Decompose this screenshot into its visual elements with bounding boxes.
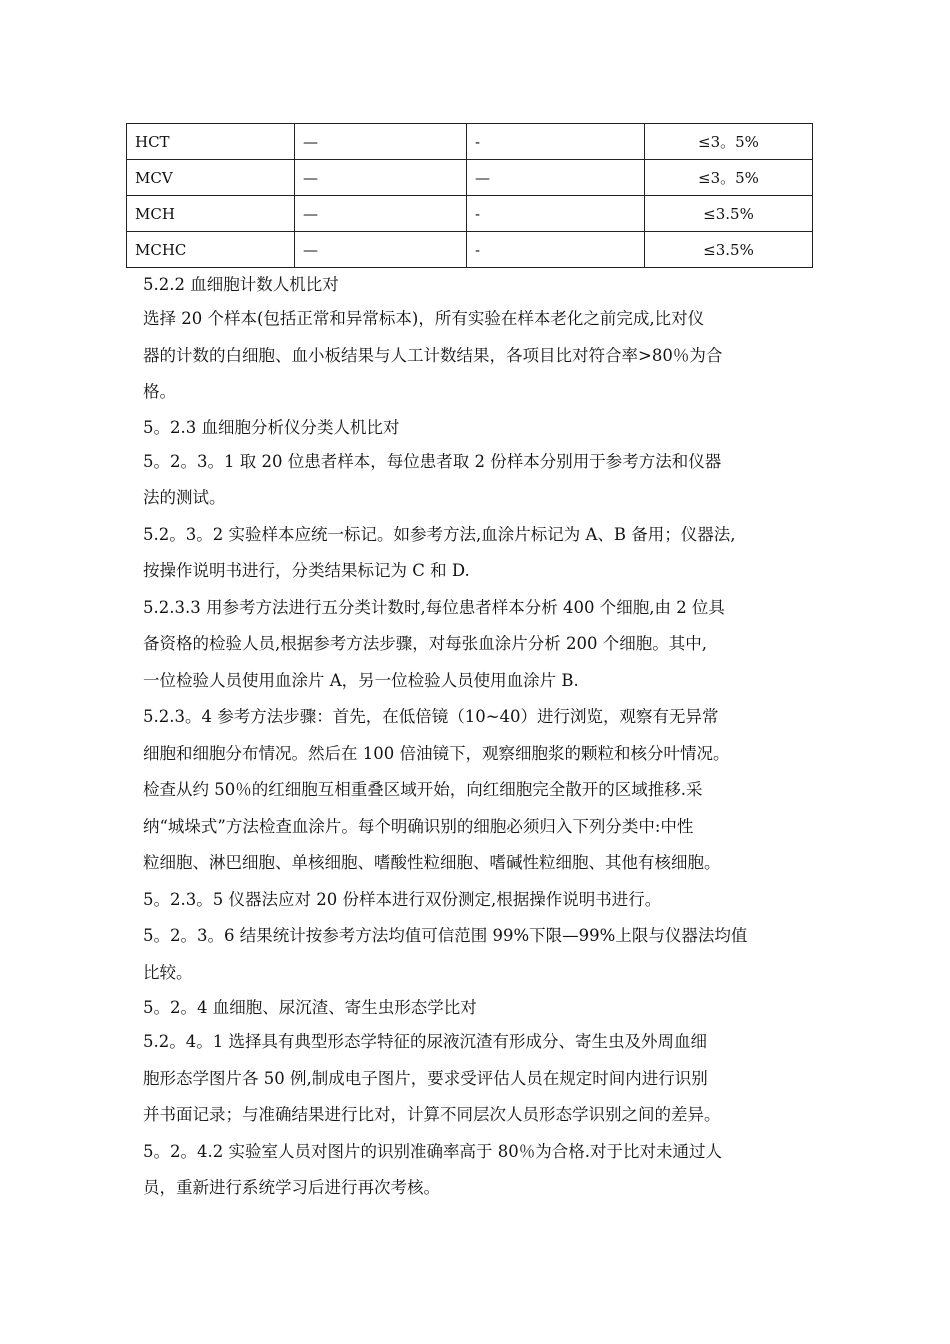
paragraph-line: 器的计数的白细胞、血小板结果与人工计数结果，各项目比对符合率>80％为合: [143, 345, 723, 365]
table-row: [127, 160, 813, 196]
parameter-table: [126, 123, 813, 268]
paragraph-line: 胞形态学图片各 50 例,制成电子图片，要求受评估人员在规定时间内进行识别: [143, 1068, 708, 1088]
paragraph-line: 5.2。4。1 选择具有典型形态学特征的尿液沉渣有形成分、寄生虫及外周血细: [143, 1032, 707, 1051]
paragraph-line: 细胞和细胞分布情况。然后在 100 倍油镜下，观察细胞浆的颗粒和核分叶情况。: [143, 743, 730, 763]
paragraph-line: 并书面记录；与准确结果进行比对，计算不同层次人员形态学识别之间的差异。: [143, 1105, 721, 1124]
paragraph-line: 按操作说明书进行，分类结果标记为 C 和 D.: [143, 561, 470, 580]
paragraph-line: 备资格的检验人员,根据参考方法步骤，对每张血涂片分析 200 个细胞。其中,: [143, 634, 707, 653]
paragraph-line: 5。2。4.2 实验室人员对图片的识别准确率高于 80％为合格.对于比对未通过人: [143, 1141, 722, 1161]
paragraph-line: 法的测试。: [143, 488, 226, 507]
paragraph-line: 5.2.3.3 用参考方法进行五分类计数时,每位患者样本分析 400 个细胞,由 2 位具: [143, 597, 725, 617]
paragraph-line: 选择 20 个样本(包括正常和异常标本)，所有实验在样本老化之前完成,比对仪: [143, 309, 705, 328]
table-cell: MCV: [127, 160, 295, 196]
paragraph-line: 检查从约 50％的红细胞互相重叠区域开始，向红细胞完全散开的区域推移.采: [143, 780, 703, 799]
table-cell: MCH: [127, 196, 295, 232]
section-heading: 5.2.2 血细胞计数人机比对: [143, 275, 339, 294]
paragraph-line: 一位检验人员使用血涂片 A，另一位检验人员使用血涂片 B.: [143, 670, 579, 690]
table-row: [127, 124, 813, 160]
body-text: [143, 268, 815, 1207]
table-cell: -: [467, 196, 645, 232]
section-heading: 5。2。4 血细胞、尿沉渣、寄生虫形态学比对: [143, 998, 477, 1017]
paragraph-line: 格。: [143, 382, 176, 401]
table-cell: —: [295, 160, 467, 196]
paragraph-line: 5.2。3。2 实验样本应统一标记。如参考方法,血涂片标记为 A、B 备用；仪器法,: [143, 524, 736, 544]
table-cell: HCT: [127, 124, 295, 160]
table-cell: -: [467, 232, 645, 268]
table-cell: ≤3。5%: [645, 124, 813, 160]
table-cell: —: [295, 196, 467, 232]
paragraph-line: 5。2。3。6 结果统计按参考方法均值可信范围 99%下限—99%上限与仪器法均值: [143, 926, 748, 945]
section-heading: 5。2.3 血细胞分析仪分类人机比对: [143, 417, 400, 437]
table-cell: —: [467, 160, 645, 196]
table-cell: —: [295, 232, 467, 268]
table-cell: ≤3.5%: [645, 196, 813, 232]
table-row: [127, 196, 813, 232]
table-cell: MCHC: [127, 232, 295, 268]
paragraph-line: 5。2。3。1 取 20 位患者样本，每位患者取 2 份样本分别用于参考方法和仪器: [143, 451, 722, 471]
table-cell: ≤3。5%: [645, 160, 813, 196]
paragraph-line: 纳“城垛式”方法检查血涂片。每个明确识别的细胞必须归入下列分类中:中性: [143, 816, 694, 836]
table-row: [127, 232, 813, 268]
paragraph-line: 5。2.3。5 仪器法应对 20 份样本进行双份测定,根据操作说明书进行。: [143, 889, 662, 909]
table-cell: ≤3.5%: [645, 232, 813, 268]
paragraph-line: 员，重新进行系统学习后进行再次考核。: [143, 1178, 440, 1197]
table-cell: —: [295, 124, 467, 160]
table-cell: -: [467, 124, 645, 160]
paragraph-line: 比较。: [143, 962, 193, 982]
paragraph-line: 5.2.3。4 参考方法步骤：首先，在低倍镜（10~40）进行浏览，观察有无异常: [143, 707, 719, 726]
paragraph-line: 粒细胞、淋巴细胞、单核细胞、嗜酸性粒细胞、嗜碱性粒细胞、其他有核细胞。: [143, 853, 721, 872]
